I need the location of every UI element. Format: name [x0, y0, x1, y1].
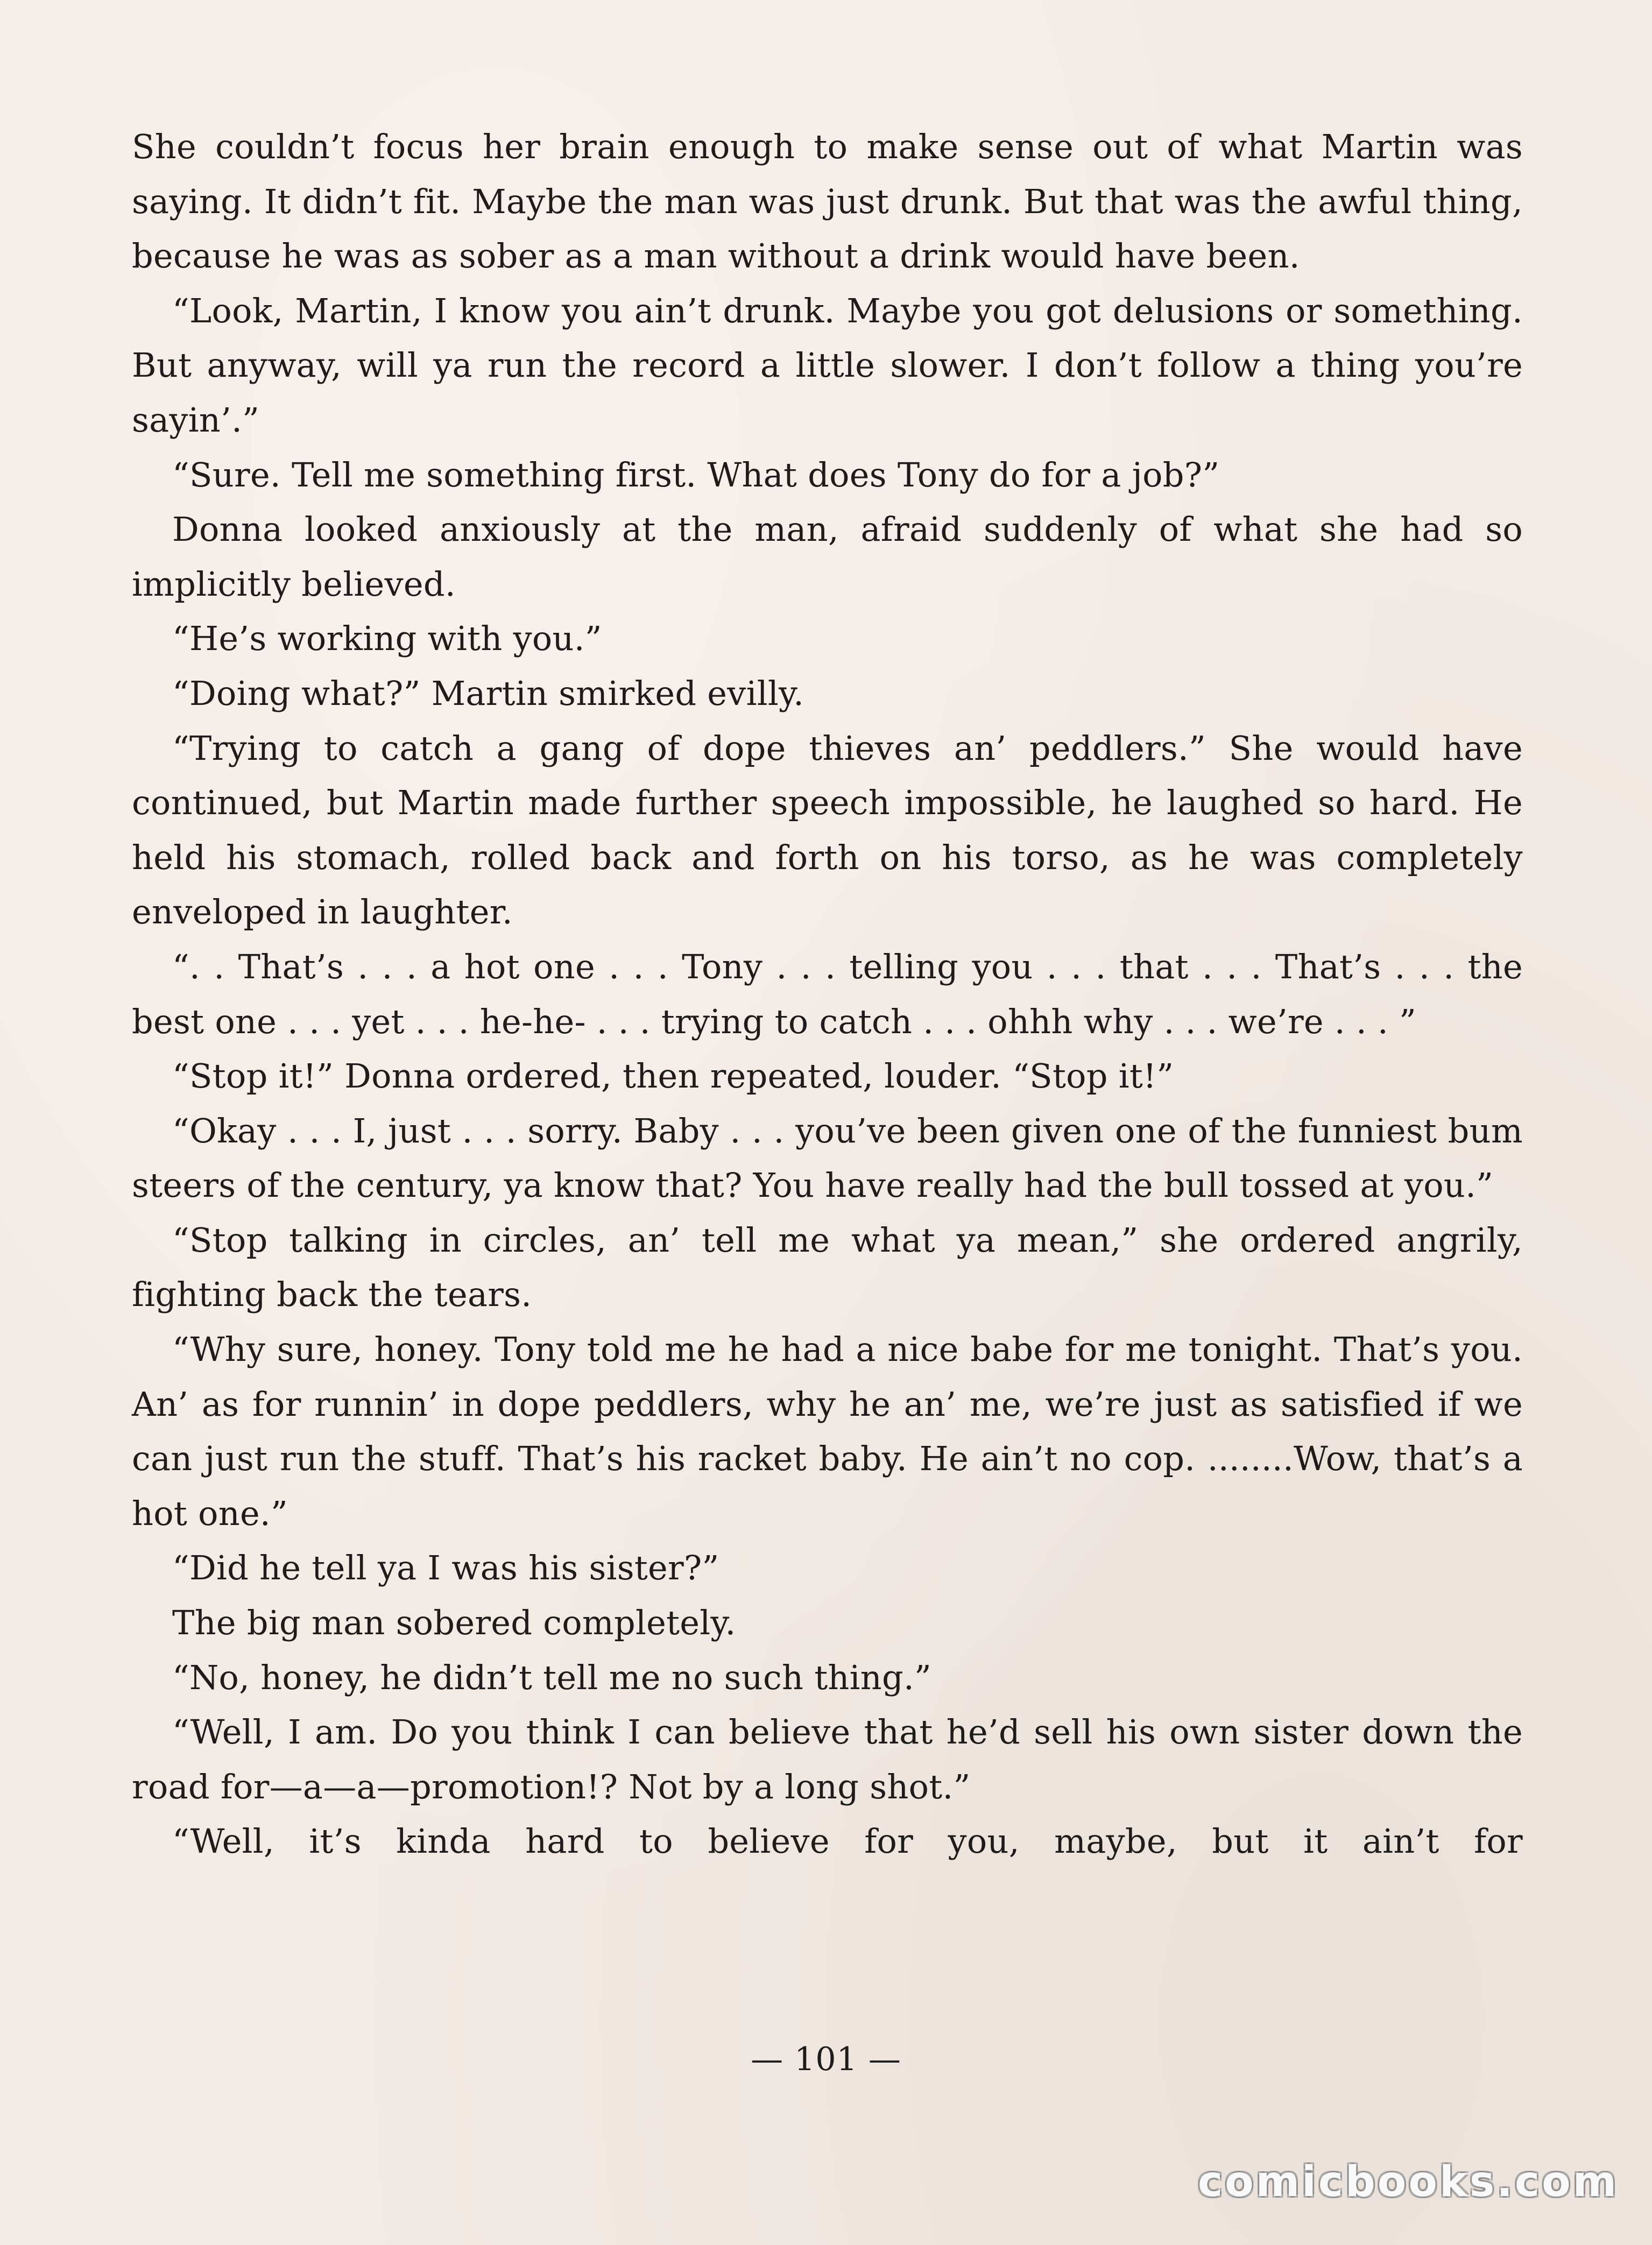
paragraph: “No, honey, he didn’t tell me no such thing.” — [172, 1657, 932, 1697]
watermark-logo: comicbooks.com — [1197, 2158, 1619, 2206]
paragraph: “He’s working with you.” — [172, 619, 602, 659]
paragraph: “Well, it’s kinda hard to believe for you, maybe, but it ain’t for — [172, 1822, 1523, 1861]
paragraph: “Look, Martin, I know you ain’t drunk. Maybe you got delusions or something. But anyway, will ya run the record a little slower. I don’t follow a thing you’re sayin’.” — [132, 291, 1523, 440]
page-body-text — [132, 119, 1523, 1869]
paragraph: “Stop it!” Donna ordered, then repeated, louder. “Stop it!” — [172, 1056, 1174, 1096]
paragraph: “Sure. Tell me something first. What does Tony do for a job?” — [172, 455, 1220, 495]
paragraph: Donna looked anxiously at the man, afraid suddenly of what she had so implicitly believed. — [132, 510, 1523, 604]
paragraph: She couldn’t focus her brain enough to make sense out of what Martin was saying. It didn’t fit. Maybe the man was just drunk. But that was the awful thing, because he was as sober as a man without a drink would have been. — [132, 127, 1523, 276]
paragraph: “Well, I am. Do you think I can believe that he’d sell his own sister down the road for—a—a—promotion!? Not by a long shot.” — [132, 1712, 1523, 1806]
paragraph: “. . That’s . . . a hot one . . . Tony . . . telling you . . . that . . . That’s . . . the best one . . . yet . . . he-he- . . . trying to catch . . . ohhh why . . . we’re . . . ” — [132, 947, 1523, 1041]
page-number: — 101 — — [751, 2041, 901, 2078]
paragraph: “Doing what?” Martin smirked evilly. — [172, 673, 804, 713]
paragraph: “Why sure, honey. Tony told me he had a nice babe for me tonight. That’s you. An’ as for runnin’ in dope peddlers, why he an’ me, we’re just as satisfied if we can just run the stuff. That’s his racket baby. He ain’t no cop. ........Wow, that’s a hot one.” — [132, 1330, 1523, 1533]
paragraph: The big man sobered completely. — [172, 1603, 736, 1643]
paragraph: “Okay . . . I, just . . . sorry. Baby . . . you’ve been given one of the funniest bum steers of the century, ya know that? You have really had the bull tossed at you.” — [132, 1111, 1523, 1205]
paragraph: “Stop talking in circles, an’ tell me what ya mean,” she ordered angrily, fighting back the tears. — [132, 1220, 1523, 1315]
paragraph: “Trying to catch a gang of dope thieves an’ peddlers.” She would have continued, but Martin made further speech impossible, he laughed so hard. He held his stomach, rolled back and forth on his torso, as he was completely enveloped in laughter. — [132, 728, 1523, 932]
paragraph: “Did he tell ya I was his sister?” — [172, 1548, 719, 1588]
